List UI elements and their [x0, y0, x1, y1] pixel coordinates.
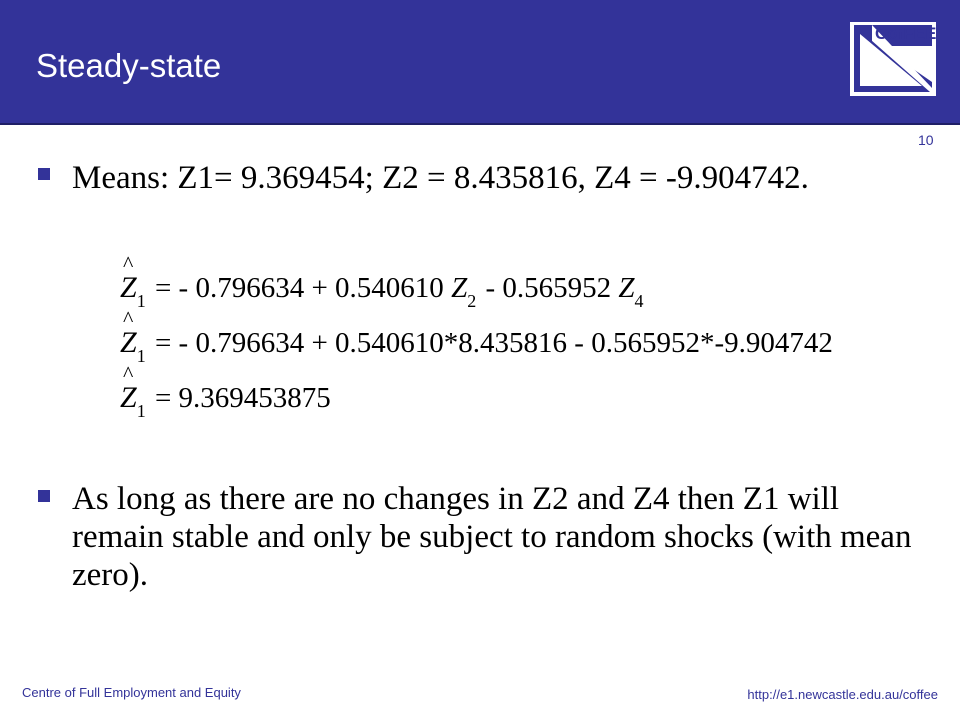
page-number: 10 — [918, 132, 934, 148]
equation-3-rest: = 9.369453875 — [147, 382, 331, 414]
logo-text: CofFEE — [875, 24, 937, 43]
footer-url[interactable]: http://e1.newcastle.edu.au/coffee — [747, 687, 938, 702]
z-var: Z — [618, 272, 635, 304]
bullet-stability: As long as there are no changes in Z2 and Z4 then Z1 will remain stable and only be subject to random shocks (with mean zero). — [72, 481, 912, 593]
subscript: 4 — [634, 291, 644, 311]
hat-accent: ^ — [123, 306, 134, 331]
subscript: 1 — [136, 346, 146, 366]
z-var: Z — [451, 272, 468, 304]
subscript: 1 — [136, 291, 146, 311]
equation-1-part-a: = - 0.796634 + 0.540610 — [147, 272, 452, 304]
equation-2-rest: = - 0.796634 + 0.540610*8.435816 - 0.565952*-9.904742 — [147, 327, 833, 359]
equation-1 — [120, 251, 646, 321]
z-var: Z — [120, 381, 137, 414]
equation-1-part-b: - 0.565952 — [478, 272, 619, 304]
bullet-means: Means: Z1= 9.369454; Z2 = 8.435816, Z4 = -9.904742. — [72, 160, 809, 196]
z-hat-symbol — [120, 361, 137, 418]
header-rule — [0, 123, 960, 125]
equation-3 — [120, 361, 331, 431]
hat-accent: ^ — [123, 361, 134, 386]
z-var: Z — [120, 326, 137, 359]
coffee-logo — [850, 22, 936, 96]
footer-organization: Centre of Full Employment and Equity — [22, 685, 241, 700]
slide-header — [0, 0, 960, 124]
subscript: 2 — [467, 291, 477, 311]
bullet-marker — [38, 490, 50, 502]
z-var: Z — [120, 271, 137, 304]
slide-title: Steady-state — [36, 47, 222, 84]
subscript: 1 — [136, 401, 146, 421]
bullet-marker — [38, 168, 50, 180]
hat-accent: ^ — [123, 251, 134, 276]
equation-2 — [120, 306, 833, 376]
